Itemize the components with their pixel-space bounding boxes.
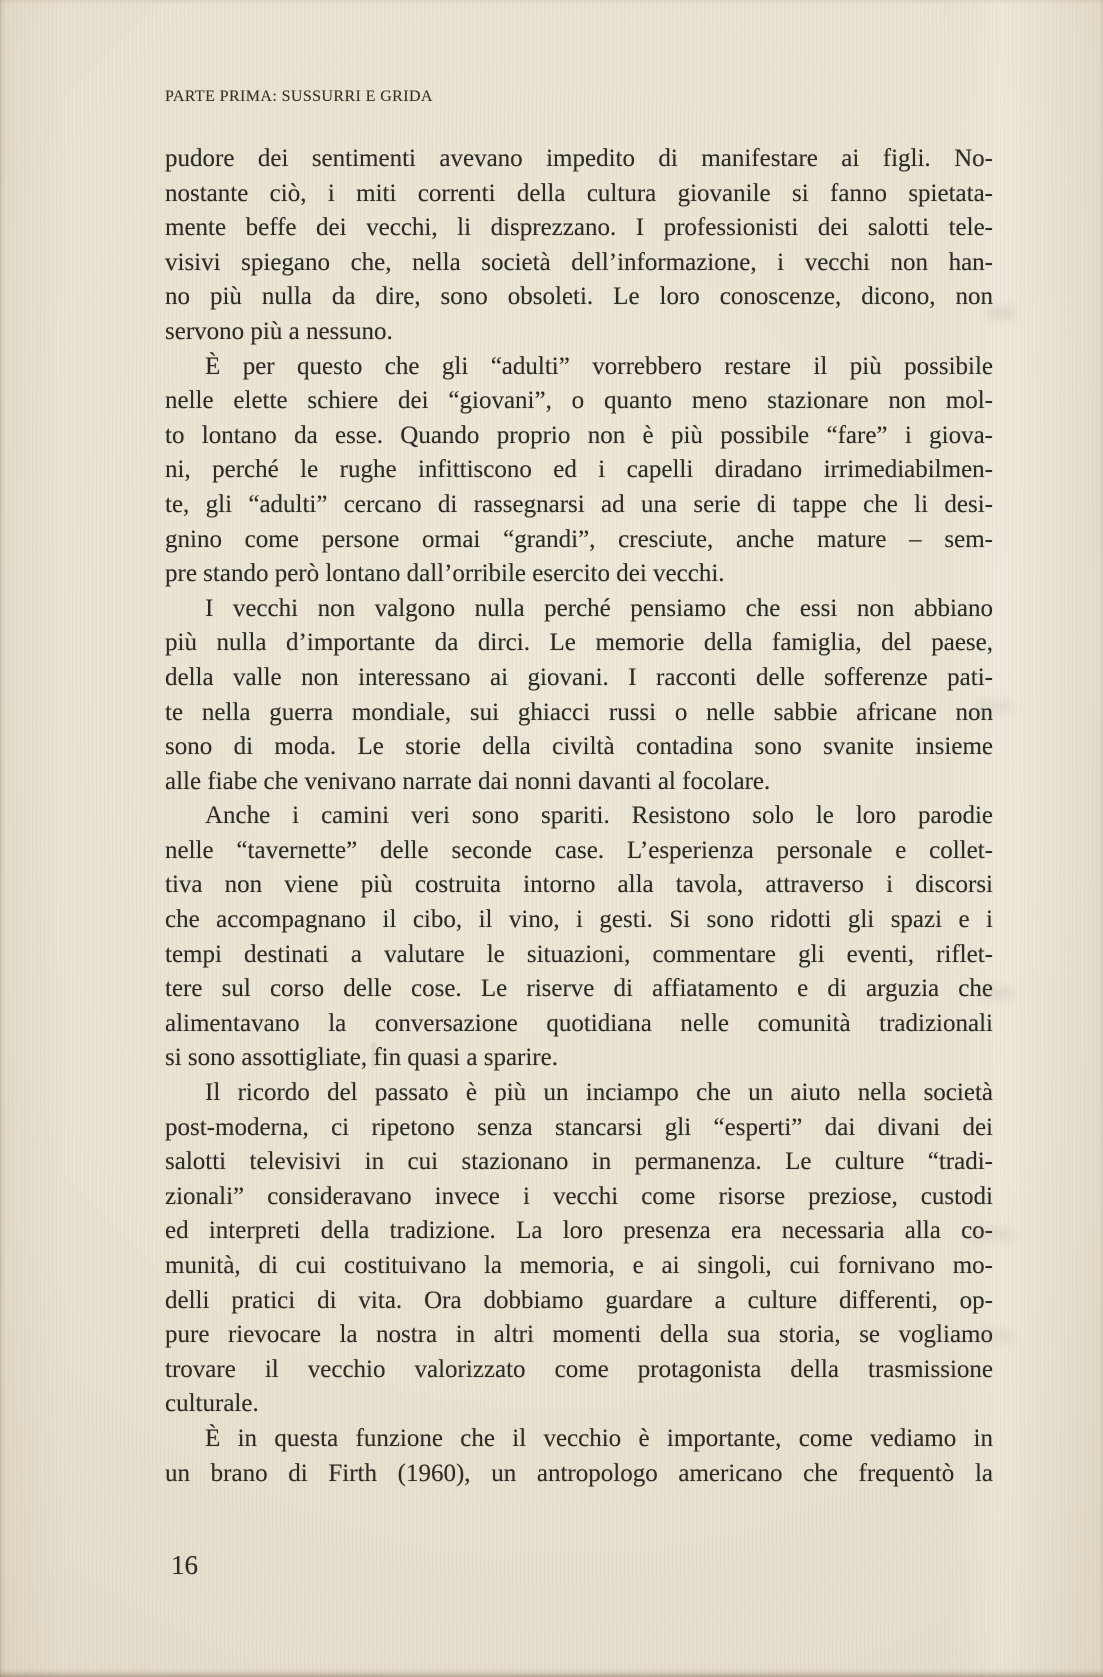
- text-line: zionali” consideravano invece i vecchi come risorse preziose, custodi: [165, 1182, 993, 1210]
- text-line: Il ricordo del passato è più un inciampo che un aiuto nella società: [205, 1079, 993, 1107]
- text-line: delli pratici di vita. Ora dobbiamo guardare a culture differenti, op-: [165, 1286, 993, 1314]
- paragraph: [165, 799, 993, 1076]
- paper-speck: [372, 1042, 375, 1068]
- text-line: alimentavano la conversazione quotidiana nelle comunità tradizionali: [165, 1009, 993, 1037]
- text-line: gnino come persone ormai “grandi”, cresciute, anche mature – sem-: [165, 525, 993, 553]
- text-line: no più nulla da dire, sono obsoleti. Le loro conoscenze, dicono, non: [165, 283, 993, 311]
- text-line: te, gli “adulti” cercano di rassegnarsi ad una serie di tappe che li desi-: [165, 490, 993, 518]
- text-line: si sono assottigliate, fin quasi a sparire.: [165, 1044, 558, 1072]
- text-line: mente beffe dei vecchi, li disprezzano. I professionisti dei salotti tele-: [165, 214, 993, 242]
- text-line: alle fiabe che venivano narrate dai nonni davanti al focolare.: [165, 767, 771, 795]
- paragraph: [165, 1076, 993, 1422]
- text-line: della valle non interessano ai giovani. I racconti delle sofferenze pati-: [165, 663, 993, 691]
- text-line: È per questo che gli “adulti” vorrebbero restare il più possibile: [205, 352, 993, 380]
- text-line: sono di moda. Le storie della civiltà contadina sono svanite insieme: [165, 733, 993, 761]
- text-line: È in questa funzione che il vecchio è importante, come vediamo in: [205, 1424, 993, 1452]
- text-line: nostante ciò, i miti correnti della cultura giovanile si fanno spietata-: [165, 179, 993, 207]
- text-line: nelle “tavernette” delle seconde case. L’esperienza personale e collet-: [165, 836, 993, 864]
- show-through-smudge: [988, 306, 1014, 320]
- paragraph: [165, 1422, 993, 1491]
- text-line: più nulla d’importante da dirci. Le memorie della famiglia, del paese,: [165, 629, 993, 657]
- text-line: to lontano da esse. Quando proprio non è più possibile “fare” i giova-: [165, 421, 993, 449]
- text-line: ni, perché le rughe infittiscono ed i capelli diradano irrimediabilmen-: [165, 456, 993, 484]
- running-header: PARTE PRIMA: SUSSURRI E GRIDA: [165, 88, 433, 105]
- text-line: ed interpreti della tradizione. La loro presenza era necessaria alla co-: [165, 1217, 993, 1245]
- text-line: salotti televisivi in cui stazionano in permanenza. Le culture “tradi-: [165, 1148, 993, 1176]
- page-number: 16: [171, 1550, 198, 1580]
- text-line: tere sul corso delle cose. Le riserve di affiatamento e di arguzia che: [165, 975, 993, 1003]
- text-line: munità, di cui costituivano la memoria, e ai singoli, cui fornivano mo-: [165, 1252, 993, 1279]
- text-line: visivi spiegano che, nella società dell’informazione, i vecchi non han-: [165, 248, 993, 276]
- text-line: I vecchi non valgono nulla perché pensiamo che essi non abbiano: [205, 594, 993, 622]
- text-line: Anche i camini veri sono spariti. Resistono solo le loro parodie: [205, 802, 993, 830]
- text-line: pre stando però lontano dall’orribile esercito dei vecchi.: [165, 560, 725, 588]
- text-line: culturale.: [165, 1390, 259, 1418]
- text-line: te nella guerra mondiale, sui ghiacci russi o nelle sabbie africane non: [165, 698, 993, 726]
- show-through-smudge: [970, 1228, 1012, 1241]
- text-line: post-moderna, ci ripetono senza stancarsi gli “esperti” dai divani dei: [165, 1113, 993, 1141]
- body-text: [165, 142, 993, 1491]
- text-line: servono più a nessuno.: [165, 317, 393, 345]
- text-line: tempi destinati a valutare le situazioni, commentare gli eventi, riflet-: [165, 940, 993, 968]
- paragraph: [165, 592, 993, 800]
- text-line: pure rievocare la nostra in altri momenti della sua storia, se vogliamo: [165, 1321, 993, 1349]
- show-through-smudge: [982, 986, 1012, 1000]
- text-line: pudore dei sentimenti avevano impedito di manifestare ai figli. No-: [165, 145, 993, 172]
- text-line: che accompagnano il cibo, il vino, i gesti. Si sono ridotti gli spazi e i: [165, 906, 993, 934]
- paragraph: [165, 350, 993, 592]
- text-line: un brano di Firth (1960), un antropologo americano che frequentò la: [165, 1459, 993, 1487]
- text-line: trovare il vecchio valorizzato come protagonista della trasmissione: [165, 1355, 993, 1383]
- show-through-smudge: [978, 1330, 1012, 1343]
- paragraph: [165, 142, 993, 350]
- show-through-smudge: [975, 700, 1013, 713]
- text-line: tiva non viene più costruita intorno alla tavola, attraverso i discorsi: [165, 871, 993, 899]
- text-line: nelle elette schiere dei “giovani”, o quanto meno stazionare non mol-: [165, 387, 993, 415]
